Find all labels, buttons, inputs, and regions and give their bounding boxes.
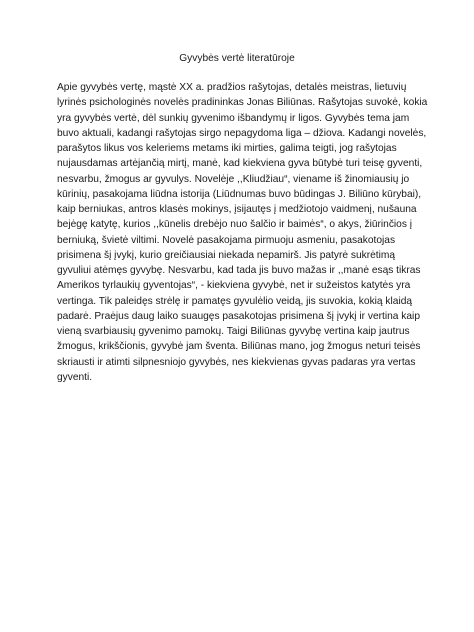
- text-line: parašytos likus vos keleriems metams iki mirties, galima teigti, jog rašytojas: [57, 143, 397, 154]
- text-line: padarė. Praėjus daug laiko suaugęs pasakotojas prisimena šį įvykį ir vertina kaip: [57, 310, 420, 322]
- text-line: skriausti ir atimti silpnesniojo gyvybės, nes kiekvienas gyvas padaras yra vertas: [57, 356, 416, 368]
- text-line: nesvarbu, žmogus ar gyvulys. Novelėje ,,Kliudžiau“, viename iš žinomiausių jo: [57, 173, 410, 185]
- text-line: Apie gyvybės vertę, mąstė XX a. pradžios rašytojas, detalės meistras, lietuvių: [57, 82, 407, 93]
- text-line: yra gyvybės vertė, dėl sunkių gyvenimo išbandymų ir ligos. Gyvybės tema jam: [57, 112, 410, 124]
- text-line: kūrinių, pasakojama liūdna istorija (Liūdnumas buvo būdingas J. Biliūno kūrybai),: [57, 188, 422, 200]
- text-line: lyrinės psichologinės novelės pradininkas Jonas Biliūnas. Rašytojas suvokė, kokia: [57, 97, 428, 109]
- text-line: buvo aktuali, kadangi rašytojas sirgo nepagydoma liga – džiova. Kadangi novelės,: [57, 127, 427, 139]
- text-line: kaip berniukas, antros klasės mokinys, įsijautęs į medžiotojo vaidmenį, nušauna: [57, 204, 417, 215]
- text-line: gyventi.: [57, 371, 93, 383]
- text-line: gyvuliui atėmęs gyvybę. Nesvarbu, kad tada jis buvo mažas ir ,,manė esąs tikras: [57, 265, 421, 276]
- essay-body: [57, 80, 427, 385]
- text-line: vieną svarbiausių gyvenimo pamokų. Taigi Biliūnas gyvybę vertina kaip jautrus: [57, 326, 410, 337]
- text-line: vertinga. Tik paleidęs strėlę ir pamatęs gyvulėlio veidą, jis suvokia, kokią klaidą: [57, 295, 413, 307]
- text-line: bejėgę katytę, kurios ,,kūnelis drebėjo nuo šalčio ir baimės“, o akys, žiūrinčios į: [57, 219, 413, 231]
- text-line: žmogus, krikščionis, gyvybė jam šventa. Biliūnas mano, jog žmogus neturi teisės: [57, 341, 421, 353]
- text-line: prisimena šį įvykį, kurio greičiausiai niekada nepamirš. Jis patyrė sukrėtimą: [57, 249, 396, 261]
- text-line: Amerikos tyrlaukių gyventojas“, - kiekviena gyvybė, net ir sužeistos katytės yra: [57, 280, 411, 292]
- text-line: nujausdamas artėjančią mirtį, manė, kad kiekviena gyva būtybė turi teisę gyventi,: [57, 158, 423, 170]
- page-title: Gyvybės vertė literatūroje: [179, 53, 295, 64]
- text-line: berniuką, švietė viltimi. Novelė pasakojama pirmuoju asmeniu, pasakotojas: [57, 234, 396, 246]
